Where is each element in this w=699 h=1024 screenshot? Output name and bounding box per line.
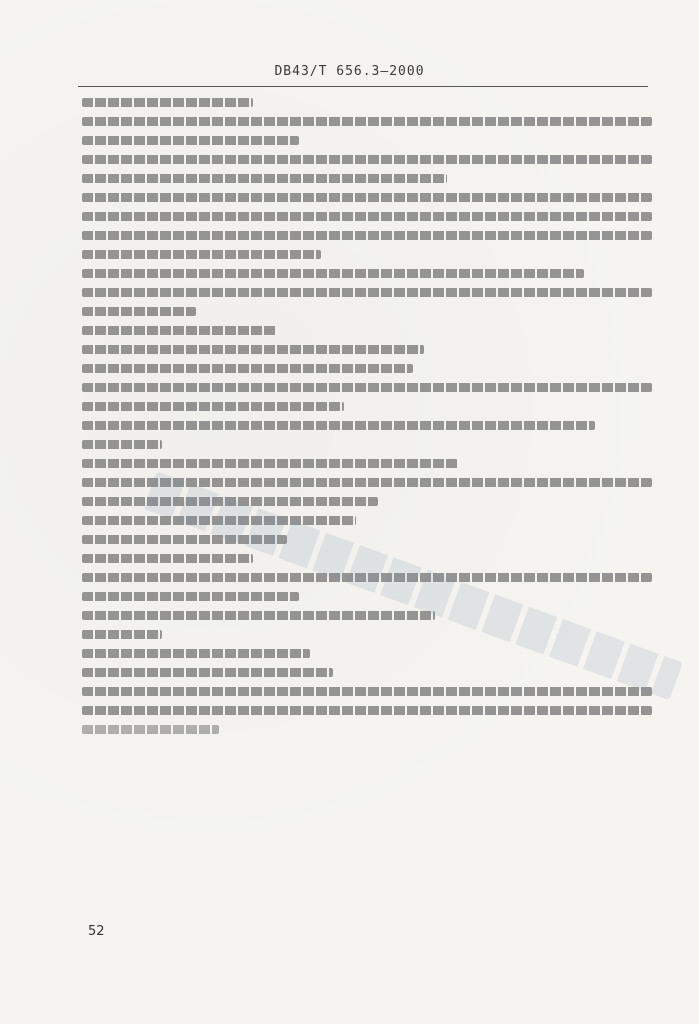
body-text-line <box>82 440 162 449</box>
body-text-line <box>82 402 344 411</box>
body-text-line <box>82 421 595 430</box>
body-text-line <box>82 649 310 658</box>
body-text-line <box>82 117 652 126</box>
body-text-line <box>82 212 652 221</box>
body-text-line <box>82 155 652 164</box>
body-text-line <box>82 554 253 563</box>
body-text-line <box>82 231 652 240</box>
body-text-line <box>82 706 652 715</box>
body-text-line <box>82 136 299 145</box>
body-text-line <box>82 250 321 259</box>
page-number: 52 <box>88 924 105 939</box>
body-text-line <box>82 725 219 734</box>
body-text-line <box>82 174 447 183</box>
header-rule <box>78 86 648 87</box>
body-text-line <box>82 630 162 639</box>
body-text-line <box>82 307 196 316</box>
standard-code-header: DB43/T 656.3—2000 <box>274 64 425 79</box>
body-text-line <box>82 668 333 677</box>
body-text-line <box>82 326 276 335</box>
body-text-line <box>82 459 458 468</box>
body-text-line <box>82 193 652 202</box>
body-text-line <box>82 269 584 278</box>
body-text-line <box>82 364 413 373</box>
body-text-line <box>82 288 652 297</box>
body-text-line <box>82 383 652 392</box>
body-text-line <box>82 592 299 601</box>
body-text-line <box>82 98 253 107</box>
body-text-line <box>82 345 424 354</box>
body-text-line <box>82 687 652 696</box>
body-text-line <box>82 611 435 620</box>
